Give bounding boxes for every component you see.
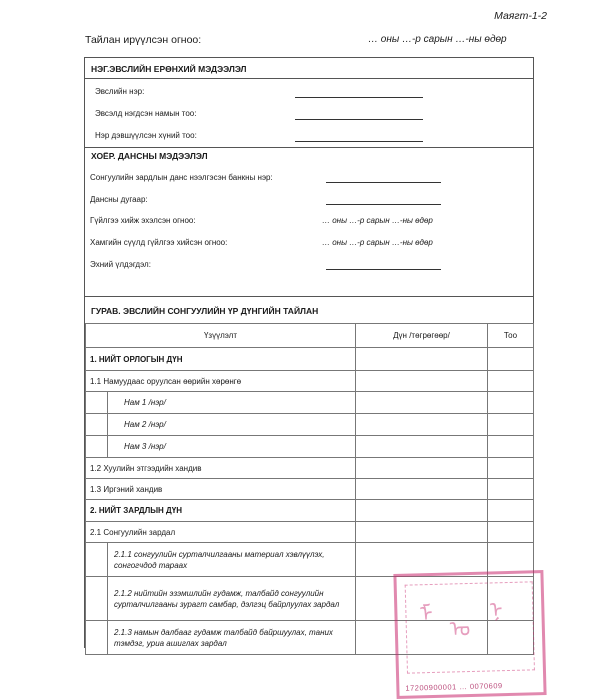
section3-title: ГУРАВ. ЭВСЛИЙН СОНГУУЛИЙН ҮР ДҮНГИЙН ТАЙЛАН (91, 306, 319, 316)
party-2-amount[interactable] (356, 414, 488, 436)
table-header-row (86, 324, 534, 348)
party-1-amount[interactable] (356, 392, 488, 414)
party-2-count[interactable] (488, 414, 534, 436)
row-1-1-label: 1.1 Намуудаас оруулсан өөрийн хөрөнгө (86, 371, 356, 392)
total-income-count[interactable] (488, 348, 534, 371)
coalition-name-label: Эвслийн нэр: (95, 87, 145, 96)
account-number-label: Дансны дугаар: (90, 195, 148, 204)
stamp-number: 17200900001 … 0070609 (405, 681, 503, 693)
coalition-name-field[interactable] (295, 97, 423, 98)
row-1-3-count[interactable] (488, 479, 534, 500)
party-3-count[interactable] (488, 436, 534, 458)
row-1-1-amount[interactable] (356, 371, 488, 392)
row-2-1-label: 2.1 Сонгуулийн зардал (86, 522, 356, 543)
section2-title: ХОЁР. ДАНСНЫ МЭДЭЭЛЭЛ (91, 151, 208, 161)
table-row (86, 436, 534, 458)
table-row (86, 522, 534, 543)
header-indicator: Үзүүлэлт (86, 324, 356, 348)
row-2-1-amount[interactable] (356, 522, 488, 543)
row-1-1-count[interactable] (488, 371, 534, 392)
row-2-1-2-label: 2.1.2 нийтийн эзэмшлийн гудамж, талбайд сонгуулийн сурталчилгааны зурагт самбар, дэлгэц байрлуулах зардал (108, 577, 356, 621)
report-date-label: Тайлан ирүүлсэн огноо: (85, 34, 202, 46)
stamp-script-mark: ᠮ (419, 601, 434, 628)
stamp-script-mark: ᠣ (449, 616, 471, 643)
row-2-1-1-label: 2.1.1 сонгуулийн сурталчилгааны материал хэвлүүлэх, сонгогчдод тараах (108, 543, 356, 577)
total-expense-label: 2. НИЙТ ЗАРДЛЫН ДҮН (86, 500, 356, 522)
divider (85, 78, 533, 79)
report-form (84, 57, 534, 648)
party-count-label: Эвсэлд нэгдсэн намын тоо: (95, 109, 197, 118)
table-row (86, 348, 534, 371)
opening-balance-label: Эхний үлдэгдэл: (90, 260, 151, 269)
opening-balance-field[interactable] (326, 269, 441, 270)
row-1-2-count[interactable] (488, 458, 534, 479)
party-1-label: Нам 1 /нэр/ (108, 392, 356, 414)
party-count-field[interactable] (295, 119, 423, 120)
header-count: Тоо (488, 324, 534, 348)
table-row (86, 371, 534, 392)
section1-title: НЭГ.ЭВСЛИЙН ЕРӨНХИЙ МЭДЭЭЛЭЛ (91, 64, 247, 74)
row-1-3-amount[interactable] (356, 479, 488, 500)
table-row (86, 479, 534, 500)
row-1-2-amount[interactable] (356, 458, 488, 479)
candidate-count-label: Нэр дэвшүүлсэн хүний тоо: (95, 131, 197, 140)
party-3-label: Нам 3 /нэр/ (108, 436, 356, 458)
party-1-count[interactable] (488, 392, 534, 414)
row-2-1-3-label: 2.1.3 намын далбааг гудамж талбайд байршуулах, таних тэмдэг, уриа ашиглах зардал (108, 621, 356, 655)
table-row (86, 458, 534, 479)
report-date-value: … оны …-р сарын …-ны өдөр (368, 34, 507, 45)
bank-name-field[interactable] (326, 182, 441, 183)
total-income-label: 1. НИЙТ ОРЛОГЫН ДҮН (86, 348, 356, 371)
table-row (86, 392, 534, 414)
first-transaction-date: … оны …-р сарын …-ны өдөр (322, 216, 433, 225)
party-2-label: Нам 2 /нэр/ (108, 414, 356, 436)
stamp-script-mark: ᠨ (489, 598, 503, 624)
row-2-1-count[interactable] (488, 522, 534, 543)
bank-name-label: Сонгуулийн зардлын данс нээлгэсэн банкны нэр: (90, 173, 273, 182)
header-amount: Дүн /төгрөгөөр/ (356, 324, 488, 348)
total-income-amount[interactable] (356, 348, 488, 371)
table-row (86, 500, 534, 522)
candidate-count-field[interactable] (295, 141, 423, 142)
divider (85, 296, 533, 297)
first-transaction-label: Гүйлгээ хийж эхэлсэн огноо: (90, 216, 196, 225)
total-expense-count[interactable] (488, 500, 534, 522)
account-number-field[interactable] (326, 204, 441, 205)
last-transaction-date: … оны …-р сарын …-ны өдөр (322, 238, 433, 247)
last-transaction-label: Хамгийн сүүлд гүйлгээ хийсэн огноо: (90, 238, 228, 247)
table-row (86, 414, 534, 436)
row-1-2-label: 1.2 Хуулийн этгээдийн хандив (86, 458, 356, 479)
row-1-3-label: 1.3 Иргэний хандив (86, 479, 356, 500)
divider (85, 147, 533, 148)
total-expense-amount[interactable] (356, 500, 488, 522)
party-3-amount[interactable] (356, 436, 488, 458)
form-code: Маягт-1-2 (494, 10, 547, 22)
official-stamp (393, 570, 546, 699)
